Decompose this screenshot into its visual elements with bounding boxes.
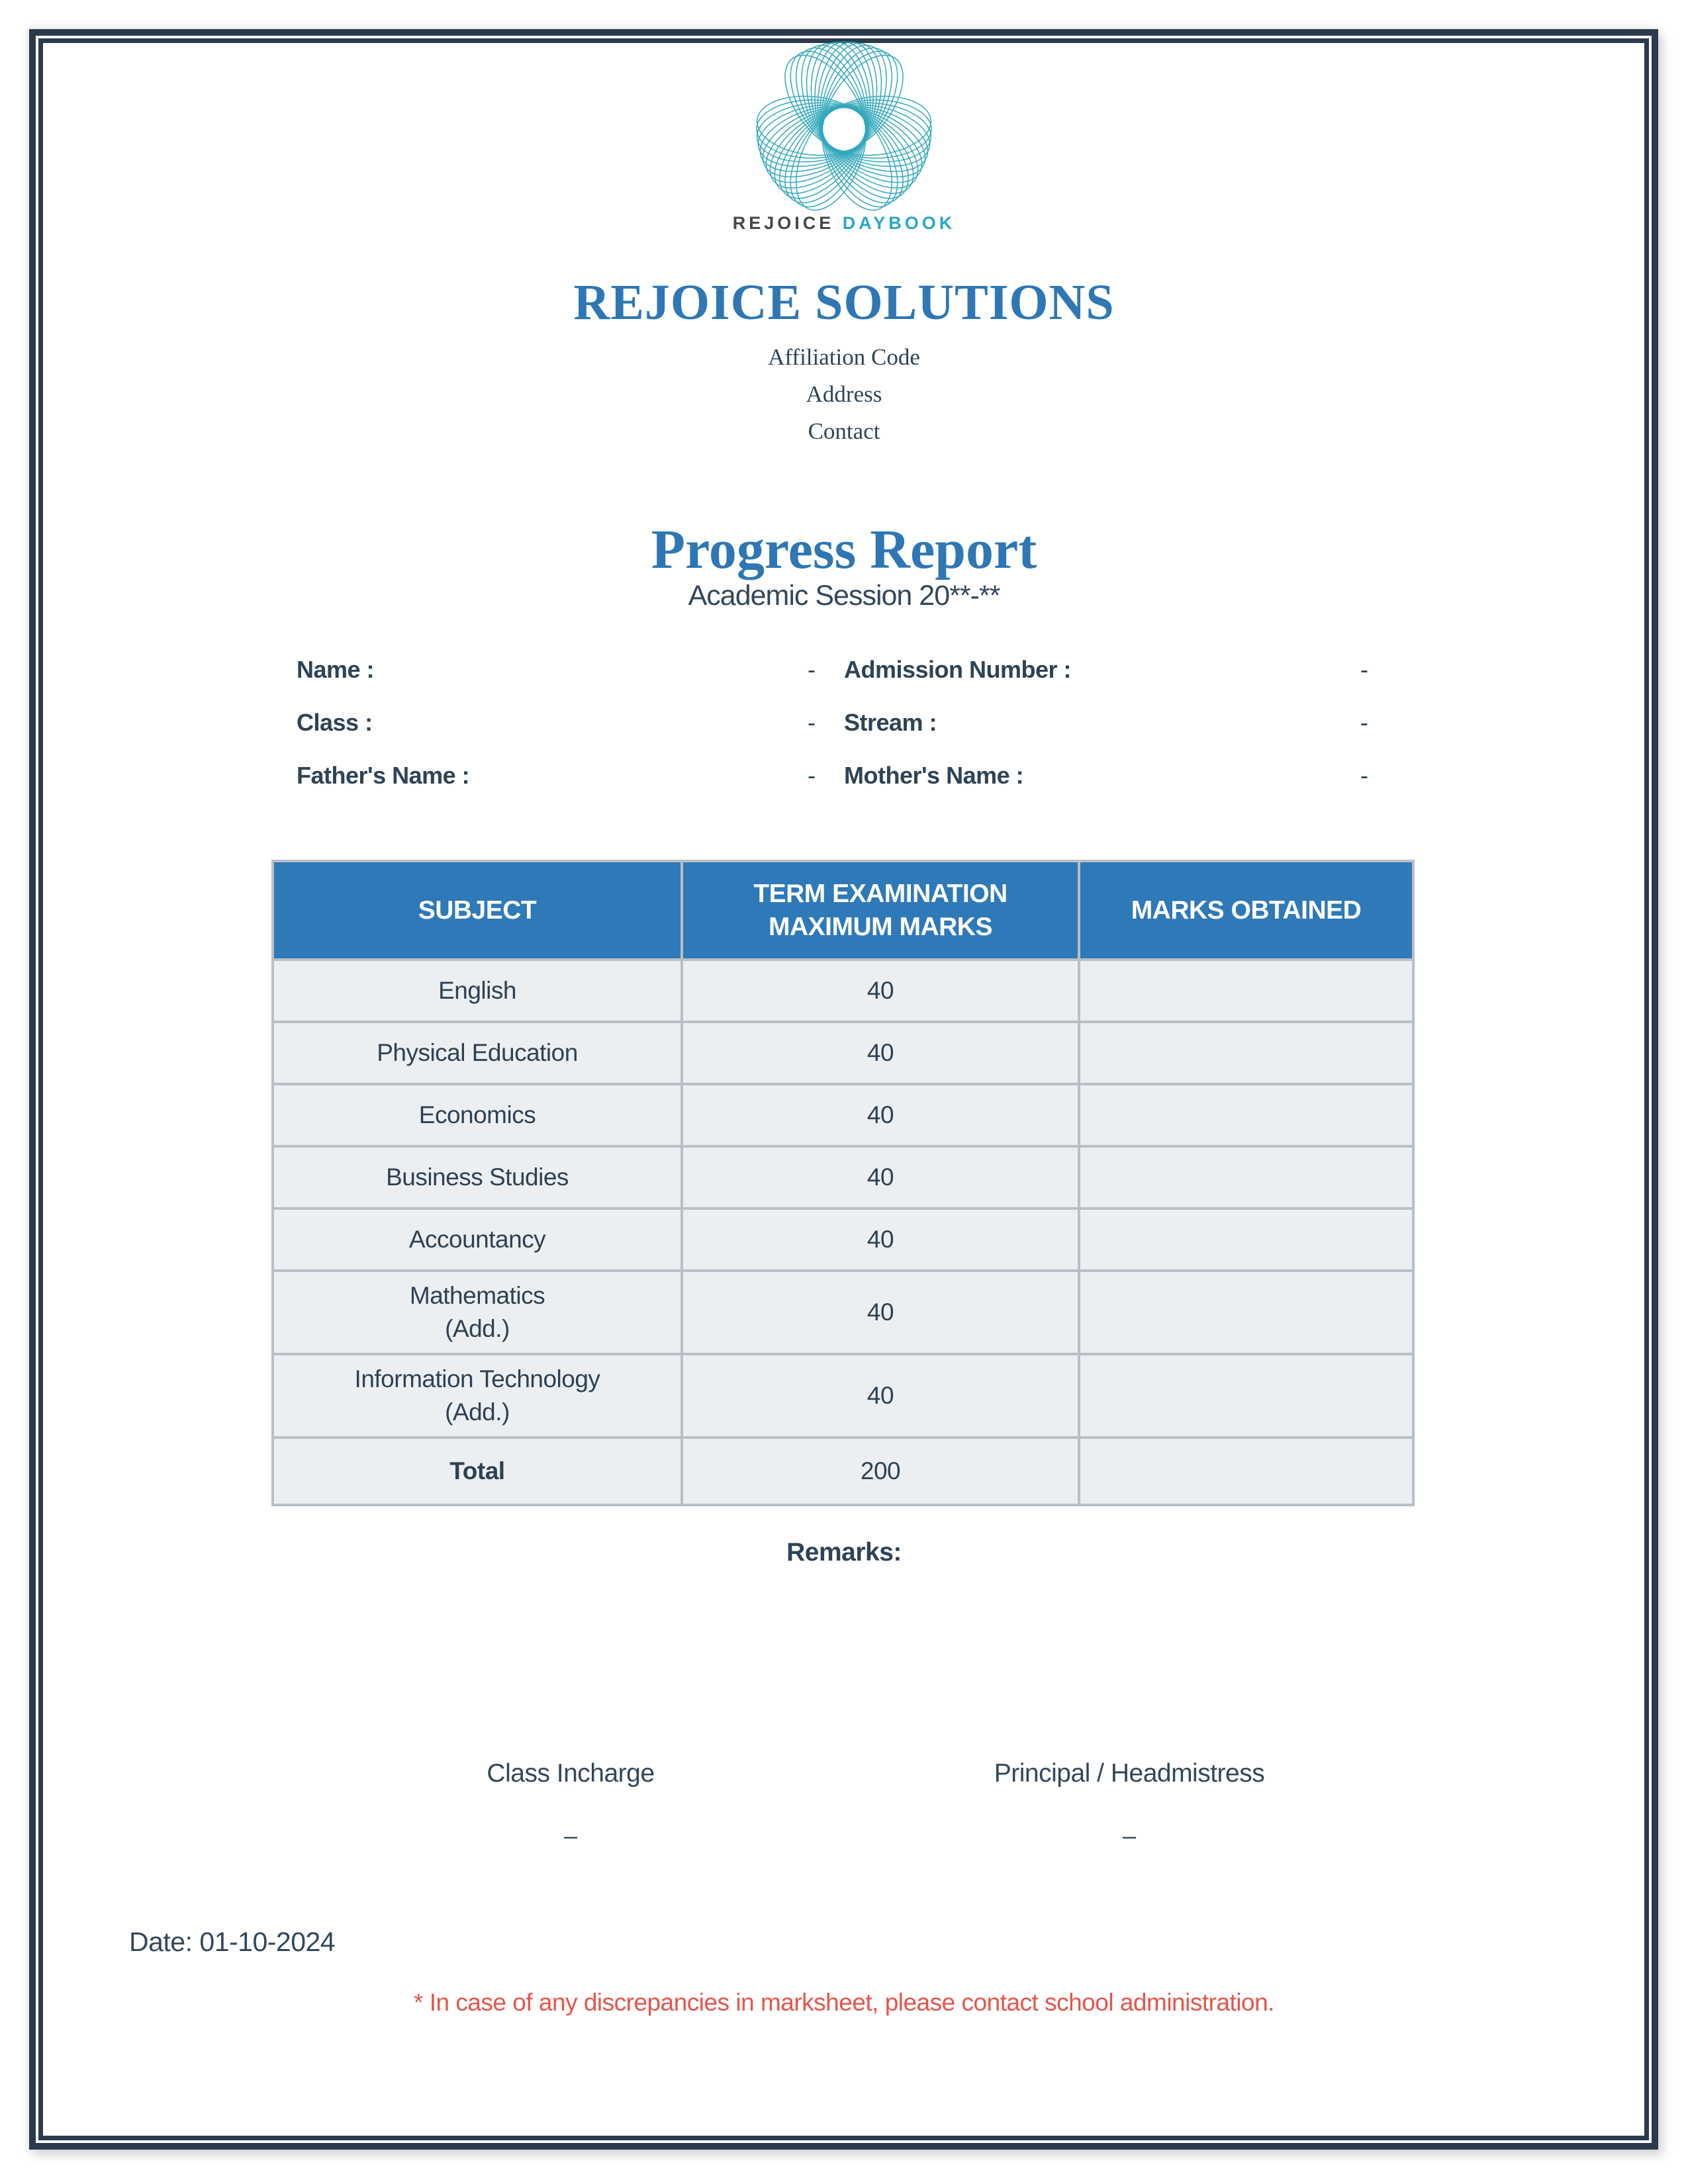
father-name-value: - <box>808 762 816 789</box>
max-marks-cell: 40 <box>682 1271 1079 1354</box>
org-name: REJOICE SOLUTIONS <box>573 275 1115 330</box>
class-label: Class : <box>297 709 373 736</box>
obtained-cell <box>1079 1208 1413 1271</box>
name-value: - <box>808 656 816 683</box>
header-max-marks <box>682 861 1079 960</box>
obtained-cell <box>1079 1084 1413 1146</box>
logo-wordmark <box>43 212 1645 234</box>
marks-table-header-row <box>273 861 1413 960</box>
class-incharge-label: Class Incharge <box>487 1759 655 1788</box>
table-row-information-technology <box>273 1354 1413 1437</box>
table-row-total <box>273 1437 1413 1505</box>
org-affiliation: Affiliation Code <box>768 344 920 370</box>
logo-word-daybook: DAYBOOK <box>842 213 956 233</box>
org-contact: Contact <box>808 418 880 444</box>
principal-label: Principal / Headmistress <box>994 1759 1265 1788</box>
subject-cell <box>273 1271 682 1354</box>
max-marks-cell: 40 <box>682 1208 1079 1271</box>
header-max-line1: TERM EXAMINATION <box>753 879 1008 908</box>
org-address: Address <box>806 381 882 407</box>
max-marks-cell: 40 <box>682 1022 1079 1084</box>
subject-cell: Physical Education <box>273 1022 682 1084</box>
class-incharge-signature-line: – <box>563 1822 578 1849</box>
max-marks-cell: 40 <box>682 1354 1079 1437</box>
class-value: - <box>808 709 816 736</box>
total-obtained-cell <box>1079 1437 1413 1505</box>
admission-number-value: - <box>1360 656 1368 683</box>
table-row-accountancy <box>273 1208 1413 1271</box>
max-marks-cell: 40 <box>682 1146 1079 1208</box>
name-label: Name : <box>297 656 375 683</box>
subject-cell: Economics <box>273 1084 682 1146</box>
header-marks-obtained: MARKS OBTAINED <box>1079 861 1413 960</box>
mother-name-label: Mother's Name : <box>844 762 1024 789</box>
discrepancy-footnote: * In case of any discrepancies in marksheet, please contact school administration. <box>414 1989 1274 2016</box>
subject-cell: Business Studies <box>273 1146 682 1208</box>
max-marks-cell: 40 <box>682 1084 1079 1146</box>
date-text: Date: 01-10-2024 <box>129 1927 336 1957</box>
trefoil-spirograph-icon <box>745 36 943 212</box>
table-row-english <box>273 960 1413 1022</box>
obtained-cell <box>1079 1271 1413 1354</box>
subject-line1: Mathematics <box>409 1282 545 1309</box>
table-row-business-studies <box>273 1146 1413 1208</box>
subject-cell: Accountancy <box>273 1208 682 1271</box>
obtained-cell <box>1079 960 1413 1022</box>
stream-label: Stream : <box>844 709 937 736</box>
table-row-mathematics <box>273 1271 1413 1354</box>
mother-name-value: - <box>1360 762 1368 789</box>
father-name-label: Father's Name : <box>297 762 470 789</box>
marks-table <box>271 860 1415 1506</box>
signature-line-row <box>43 1823 1645 1849</box>
max-marks-cell: 40 <box>682 960 1079 1022</box>
total-label-cell: Total <box>273 1437 682 1505</box>
header-subject: SUBJECT <box>273 861 682 960</box>
admission-number-label: Admission Number : <box>844 656 1072 683</box>
subject-cell: English <box>273 960 682 1022</box>
obtained-cell <box>1079 1354 1413 1437</box>
header-max-line2: MAXIMUM MARKS <box>769 912 992 941</box>
report-title: Progress Report <box>651 519 1037 580</box>
student-info-grid <box>297 643 1645 802</box>
total-max-cell: 200 <box>682 1437 1079 1505</box>
subject-line2: (Add.) <box>445 1398 510 1426</box>
table-row-physical-education <box>273 1022 1413 1084</box>
signature-row <box>43 1759 1645 1788</box>
academic-session: Academic Session 20**-** <box>688 580 1000 612</box>
subject-line1: Information Technology <box>354 1365 600 1392</box>
logo-word-rejoice: REJOICE <box>732 213 835 233</box>
remarks-label: Remarks: <box>786 1538 902 1567</box>
table-row-economics <box>273 1084 1413 1146</box>
principal-signature-line: – <box>1122 1822 1137 1849</box>
subject-line2: (Add.) <box>445 1315 510 1342</box>
subject-cell <box>273 1354 682 1437</box>
stream-value: - <box>1360 709 1368 736</box>
obtained-cell <box>1079 1022 1413 1084</box>
progress-report-page <box>43 0 1645 2017</box>
school-logo <box>43 36 1645 234</box>
obtained-cell <box>1079 1146 1413 1208</box>
